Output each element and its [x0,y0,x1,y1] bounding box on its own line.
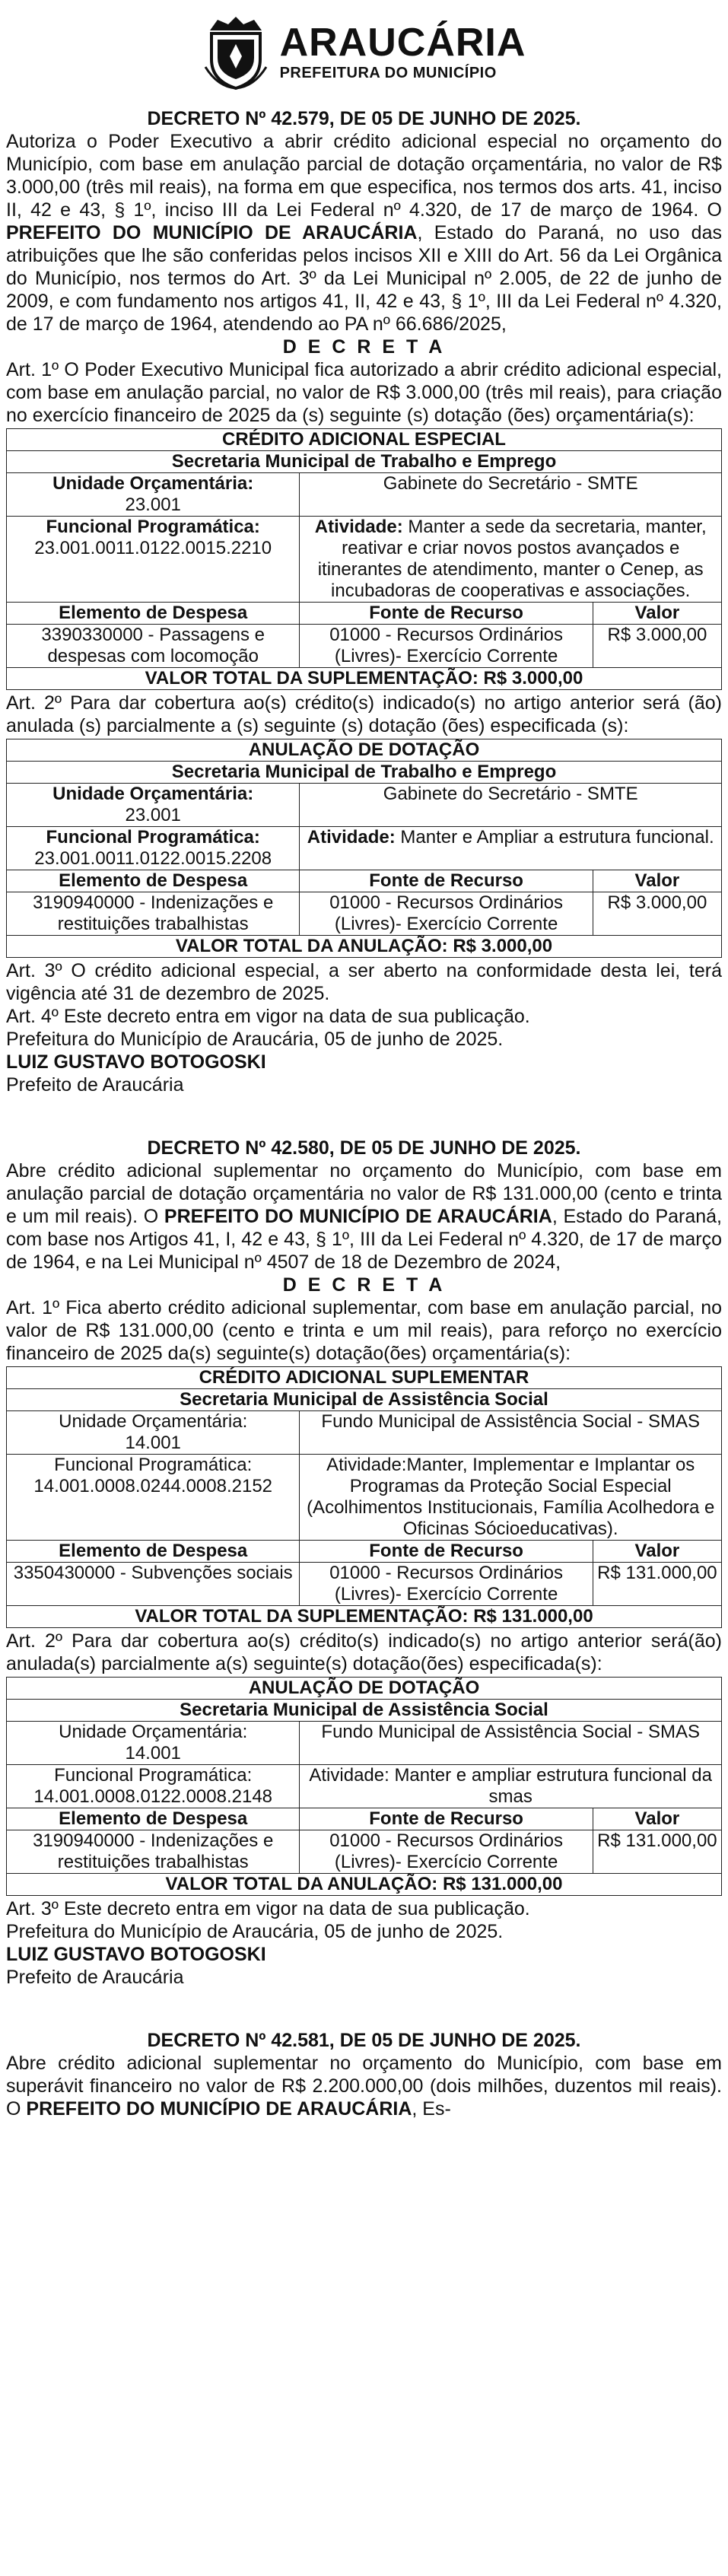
signer-name: LUIZ GUSTAVO BOTOGOSKI [6,1051,266,1073]
atividade-cell: Atividade: Manter e ampliar estrutura funcional da smas [300,1765,722,1808]
decree-title: DECRETO Nº 42.579, DE 05 DE JUNHO DE 2025. [147,108,581,129]
annulment-table [6,739,722,958]
article-1: Art. 1º O Poder Executivo Municipal fica autorizado a abrir crédito adicional especial, com base em anulação parcial, no valor de R$ 3.000,00 (três mil reais), para criação no exercício financeiro de 2025 da (s) seguinte (s) dotação (ões) orçamentária(s): [6,359,722,426]
decree-42580 [6,1137,722,1989]
unidade-desc: Gabinete do Secretário - SMTE [300,784,722,827]
decree-ementa: Abre crédito adicional suplementar no orçamento do Município, com base em anulação parcial de dotação orçamentária no valor de R$ 131.000,00 (cento e trinta e um mil reais). O PREFEITO DO MUNICÍPIO DE ARAUCÁRIA, Estado do Paraná, com base nos Artigos 41, I, 42 e 43, § 1º, III da Lei Federal nº 4.320, de 17 de março de 1964, e na Lei Municipal nº 4507 de 18 de Dezembro de 2024, [6,1160,722,1273]
funcional-cell: Funcional Programática: 14.001.0008.0122.0008.2148 [7,1765,300,1808]
col-fonte: Fonte de Recurso [300,1541,593,1563]
col-fonte: Fonte de Recurso [300,870,593,892]
fonte-value: 01000 - Recursos Ordinários (Livres)- Exercício Corrente [300,625,593,668]
brand-subtitle: PREFEITURA DO MUNICÍPIO [279,65,497,81]
atividade-cell: Atividade: Manter a sede da secretaria, manter, reativar e criar novos postos avançados e itinerantes de atendimento, manter o Cenep, as incubadoras de cooperativas e associações. [300,517,722,603]
elemento-value: 3390330000 - Passagens e despesas com locomoção [7,625,300,668]
table-title: ANULAÇÃO DE DOTAÇÃO [7,739,722,762]
decreta-heading: D E C R E T A [282,1274,446,1296]
place-date: Prefeitura do Município de Araucária, 05 de junho de 2025. [6,1029,504,1050]
col-elemento: Elemento de Despesa [7,1808,300,1830]
table-secretaria: Secretaria Municipal de Trabalho e Emprego [7,762,722,784]
col-fonte: Fonte de Recurso [300,603,593,625]
col-valor: Valor [593,1541,721,1563]
table-secretaria: Secretaria Municipal de Assistência Social [7,1700,722,1722]
fonte-value: 01000 - Recursos Ordinários (Livres)- Exercício Corrente [300,1563,593,1606]
unidade-cell: Unidade Orçamentária: 14.001 [7,1411,300,1455]
credit-table [6,428,722,690]
decree-ementa: Autoriza o Poder Executivo a abrir crédito adicional especial no orçamento do Município, com base em anulação parcial de dotação orçamentária, no valor de R$ 3.000,00 (três mil reais), na forma em que especifica, nos termos dos arts. 41, inciso II, 42 e 43, § 1º, inciso III da Lei Federal nº 4.320, de 17 de março de 1964. O PREFEITO DO MUNICÍPIO DE ARAUCÁRIA, Estado do Paraná, no uso das atribuições que lhe são conferidas pelos incisos XII e XIII do Art. 56 da Lei Orgânica do Município, nos termos do Art. 3º da Lei Municipal nº 2.005, de 22 de junho de 2009, e com fundamento nos artigos 41, II, 42 e 43, § 1º, III da Lei Federal nº 4.320, de 17 de março de 1964, atendendo ao PA nº 66.686/2025, [6,131,722,335]
credit-table [6,1366,722,1628]
signer-role: Prefeito de Araucária [6,1967,184,1988]
brand [280,23,526,81]
decree-ementa: Abre crédito adicional suplementar no orçamento do Município, com base em superávit financeiro no valor de R$ 2.200.000,00 (dois milhões, duzentos mil reais). O PREFEITO DO MUNICÍPIO DE ARAUCÁRIA, Es- [6,2053,722,2120]
funcional-cell: Funcional Programática: 23.001.0011.0122.0015.2210 [7,517,300,603]
article-3: Art. 3º Este decreto entra em vigor na data de sua publicação. [6,1898,530,1919]
annulment-table [6,1677,722,1896]
unidade-cell: Unidade Orçamentária: 23.001 [7,784,300,827]
table-title: ANULAÇÃO DE DOTAÇÃO [7,1678,722,1700]
table-title: CRÉDITO ADICIONAL ESPECIAL [7,429,722,451]
table-total: VALOR TOTAL DA SUPLEMENTAÇÃO: R$ 131.000,00 [7,1606,722,1628]
unidade-desc: Fundo Municipal de Assistência Social - SMAS [300,1722,722,1765]
col-elemento: Elemento de Despesa [7,1541,300,1563]
header-logo [6,6,722,97]
article-2: Art. 2º Para dar cobertura ao(s) crédito(s) indicado(s) no artigo anterior será(ão) anulada(s) parcialmente a(s) seguinte(s) dotação(ões) especificada(s): [6,1630,722,1674]
col-valor: Valor [593,870,721,892]
col-elemento: Elemento de Despesa [7,870,300,892]
valor-value: R$ 131.000,00 [593,1830,721,1874]
fonte-value: 01000 - Recursos Ordinários (Livres)- Exercício Corrente [300,1830,593,1874]
col-valor: Valor [593,1808,721,1830]
unidade-desc: Fundo Municipal de Assistência Social - SMAS [300,1411,722,1455]
article-2: Art. 2º Para dar cobertura ao(s) crédito(s) indicado(s) no artigo anterior será (ão) anulada (s) parcialmente a (s) seguinte (s) dotação (ões) especificada (s): [6,692,722,736]
table-secretaria: Secretaria Municipal de Trabalho e Emprego [7,451,722,473]
elemento-value: 3190940000 - Indenizações e restituições trabalhistas [7,1830,300,1874]
table-total: VALOR TOTAL DA SUPLEMENTAÇÃO: R$ 3.000,00 [7,668,722,690]
decree-42579 [6,108,722,1096]
valor-value: R$ 3.000,00 [593,625,721,668]
funcional-cell: Funcional Programática: 14.001.0008.0244.0008.2152 [7,1455,300,1541]
signer-role: Prefeito de Araucária [6,1074,184,1096]
table-total: VALOR TOTAL DA ANULAÇÃO: R$ 131.000,00 [7,1874,722,1896]
atividade-cell: Atividade:Manter, Implementar e Implantar os Programas da Proteção Social Especial (Acolhimentos Institucionais, Família Acolhedora e Oficinas Sócioeducativas). [300,1455,722,1541]
article-3: Art. 3º O crédito adicional especial, a ser aberto na conformidade desta lei, terá vigência até 31 de dezembro de 2025. [6,960,722,1004]
elemento-value: 3350430000 - Subvenções sociais [7,1563,300,1606]
table-secretaria: Secretaria Municipal de Assistência Social [7,1389,722,1411]
col-valor: Valor [593,603,721,625]
brand-name: ARAUCÁRIA [279,21,526,65]
decree-title: DECRETO Nº 42.581, DE 05 DE JUNHO DE 2025. [147,2030,581,2051]
funcional-cell: Funcional Programática: 23.001.0011.0122.0015.2208 [7,827,300,870]
unidade-cell: Unidade Orçamentária: 14.001 [7,1722,300,1765]
table-total: VALOR TOTAL DA ANULAÇÃO: R$ 3.000,00 [7,936,722,958]
decreta-heading: D E C R E T A [282,336,446,358]
signer-name: LUIZ GUSTAVO BOTOGOSKI [6,1944,266,1965]
valor-value: R$ 3.000,00 [593,892,721,936]
article-1: Art. 1º Fica aberto crédito adicional suplementar, com base em anulação parcial, no valor de R$ 131.000,00 (cento e trinta e um mil reais), para reforço no exercício financeiro de 2025 da(s) seguinte(s) dotação(ões) orçamentária(s): [6,1297,722,1364]
fonte-value: 01000 - Recursos Ordinários (Livres)- Exercício Corrente [300,892,593,936]
place-date: Prefeitura do Município de Araucária, 05 de junho de 2025. [6,1921,504,1942]
elemento-value: 3190940000 - Indenizações e restituições trabalhistas [7,892,300,936]
decree-title: DECRETO Nº 42.580, DE 05 DE JUNHO DE 2025. [147,1137,581,1159]
col-fonte: Fonte de Recurso [300,1808,593,1830]
page [6,0,722,2120]
coat-of-arms-icon [202,14,269,90]
article-4: Art. 4º Este decreto entra em vigor na data de sua publicação. [6,1006,530,1027]
col-elemento: Elemento de Despesa [7,603,300,625]
atividade-cell: Atividade: Manter e Ampliar a estrutura funcional. [300,827,722,870]
decree-42581 [6,2030,722,2120]
unidade-desc: Gabinete do Secretário - SMTE [300,473,722,517]
table-title: CRÉDITO ADICIONAL SUPLEMENTAR [7,1367,722,1389]
unidade-cell: Unidade Orçamentária: 23.001 [7,473,300,517]
valor-value: R$ 131.000,00 [593,1563,721,1606]
